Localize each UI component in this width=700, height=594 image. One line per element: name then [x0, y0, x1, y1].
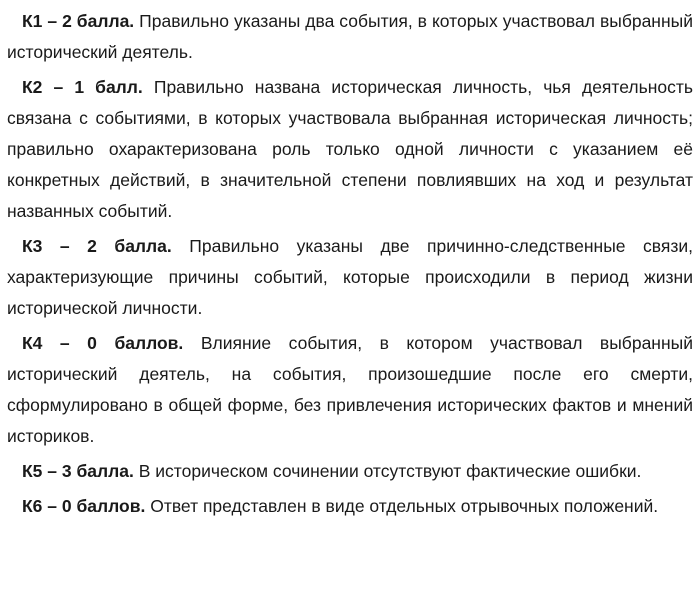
- criterion-k1-text: Правильно указаны два события, в которых участвовал выбранный исторический деятель.: [7, 11, 693, 62]
- criterion-k6-text: Ответ представлен в виде отдельных отрывочных положений.: [150, 496, 659, 516]
- criterion-k4-paragraph: [7, 328, 693, 452]
- criterion-k3-paragraph: [7, 231, 693, 324]
- criterion-k3-text: Правильно указаны две причинно-следственные связи, характеризующие причины событий, которые происходили в период жизни исторической личности.: [7, 236, 694, 318]
- criterion-k5-label: К5 – 3 балла.: [22, 461, 134, 481]
- criterion-k6-label: К6 – 0 баллов.: [22, 496, 146, 516]
- criterion-k2-text: Правильно названа историческая личность, чья деятельность связана с событиями, в которых участвовала выбранная историческая личность; правильно охарактеризована роль только одной личности с указанием её конкретных действий, в значительной степени повлиявших на ход и результат названных событий.: [7, 77, 693, 221]
- criterion-k5-text: В историческом сочинении отсутствуют фактические ошибки.: [138, 461, 642, 481]
- criterion-k3-label: К3 – 2 балла.: [22, 236, 172, 256]
- criterion-k1-label: К1 – 2 балла.: [22, 11, 135, 31]
- criterion-k1-paragraph: [7, 6, 693, 68]
- criterion-k2-paragraph: [7, 72, 693, 227]
- criterion-k5-paragraph: [7, 456, 693, 487]
- criterion-k4-text: Влияние события, в котором участвовал выбранный исторический деятель, на события, произошедшие после его смерти, сформулировано в общей форме, без привлечения исторических фактов и мнений историков.: [7, 333, 693, 446]
- criterion-k6-paragraph: [7, 491, 693, 522]
- criterion-k2-label: К2 – 1 балл.: [22, 77, 143, 97]
- criterion-k4-label: К4 – 0 баллов.: [22, 333, 184, 353]
